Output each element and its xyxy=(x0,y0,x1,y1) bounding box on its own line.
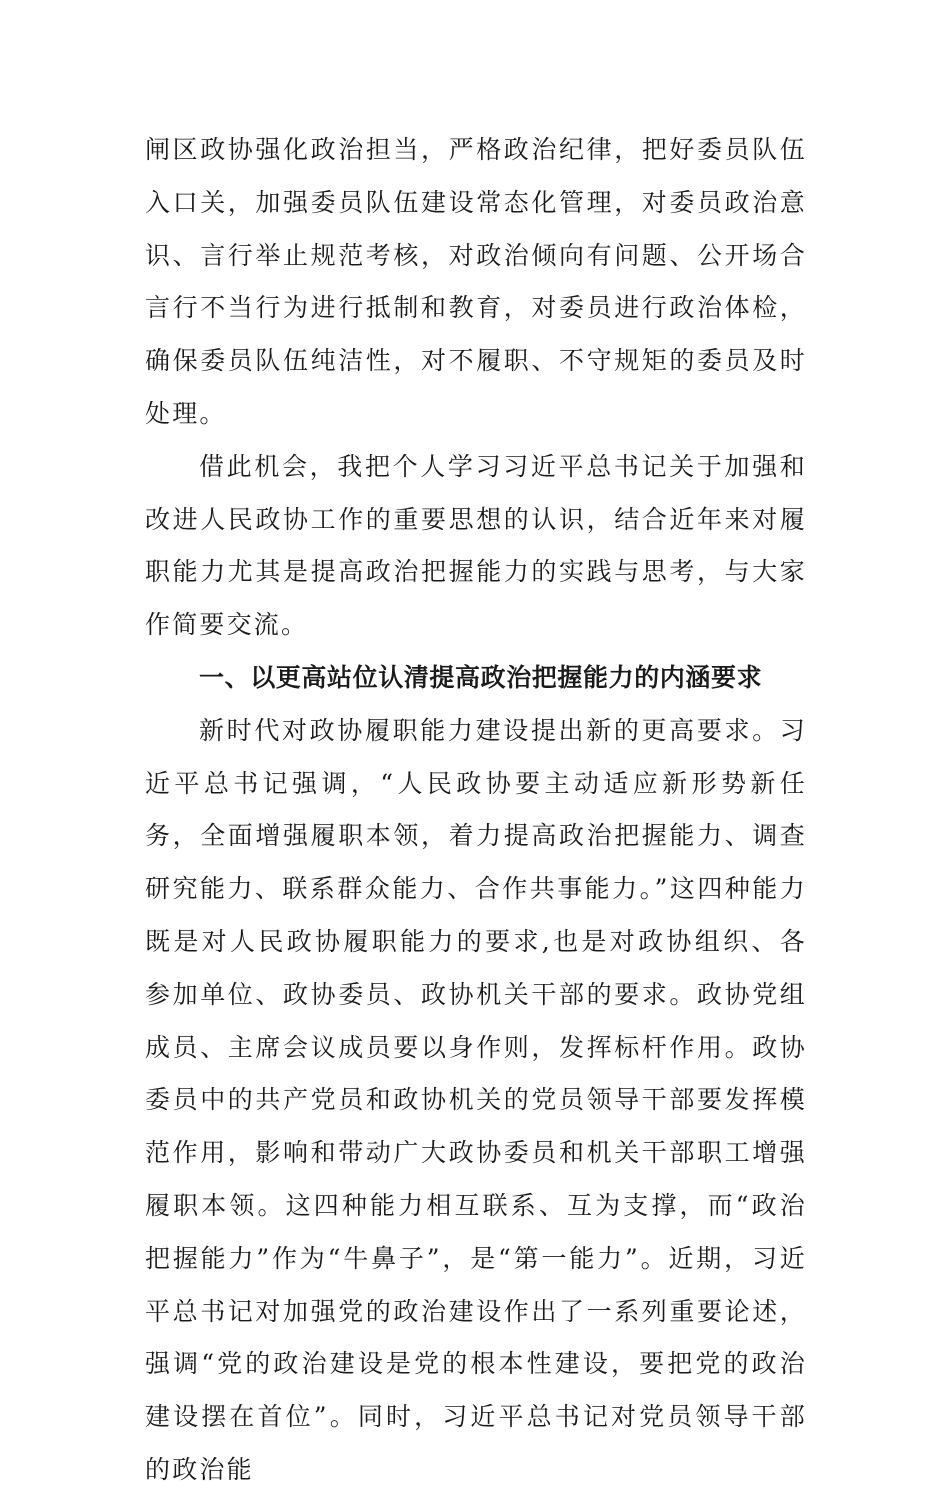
document-body xyxy=(145,124,807,1497)
paragraph-intro: 借此机会，我把个人学习习近平总书记关于加强和改进人民政协工作的重要思想的认识，结合近年来对履职能力尤其是提高政治把握能力的实践与思考，与大家作简要交流。 xyxy=(145,451,807,640)
paragraph-continuation: 闸区政协强化政治担当，严格政治纪律，把好委员队伍入口关，加强委员队伍建设常态化管理，对委员政治意识、言行举止规范考核，对政治倾向有问题、公开场合言行不当行为进行抵制和教育，对委员进行政治体检，确保委员队伍纯洁性，对不履职、不守规矩的委员及时处理。 xyxy=(145,135,807,428)
paragraph-body: 新时代对政协履职能力建设提出新的更高要求。习近平总书记强调，“人民政协要主动适应新形势新任务，全面增强履职本领，着力提高政治把握能力、调查研究能力、联系群众能力、合作共事能力。”这四种能力既是对人民政协履职能力的要求,也是对政协组织、各参加单位、政协委员、政协机关干部的要求。政协党组成员、主席会议成员要以身作则，发挥标杆作用。政协委员中的共产党员和政协机关的党员领导干部要发挥模范作用，影响和带动广大政协委员和机关干部职工增强履职本领。这四种能力相互联系、互为支撑，而“政治把握能力”作为“牛鼻子”，是“第一能力”。近期，习近平总书记对加强党的政治建设作出了一系列重要论述，强调“党的政治建设是党的根本性建设，要把党的政治建设摆在首位”。同时，习近平总书记对党员领导干部的政治能 xyxy=(145,715,807,1484)
section-heading: 一、以更高站位认清提高政治把握能力的内涵要求 xyxy=(199,662,763,692)
